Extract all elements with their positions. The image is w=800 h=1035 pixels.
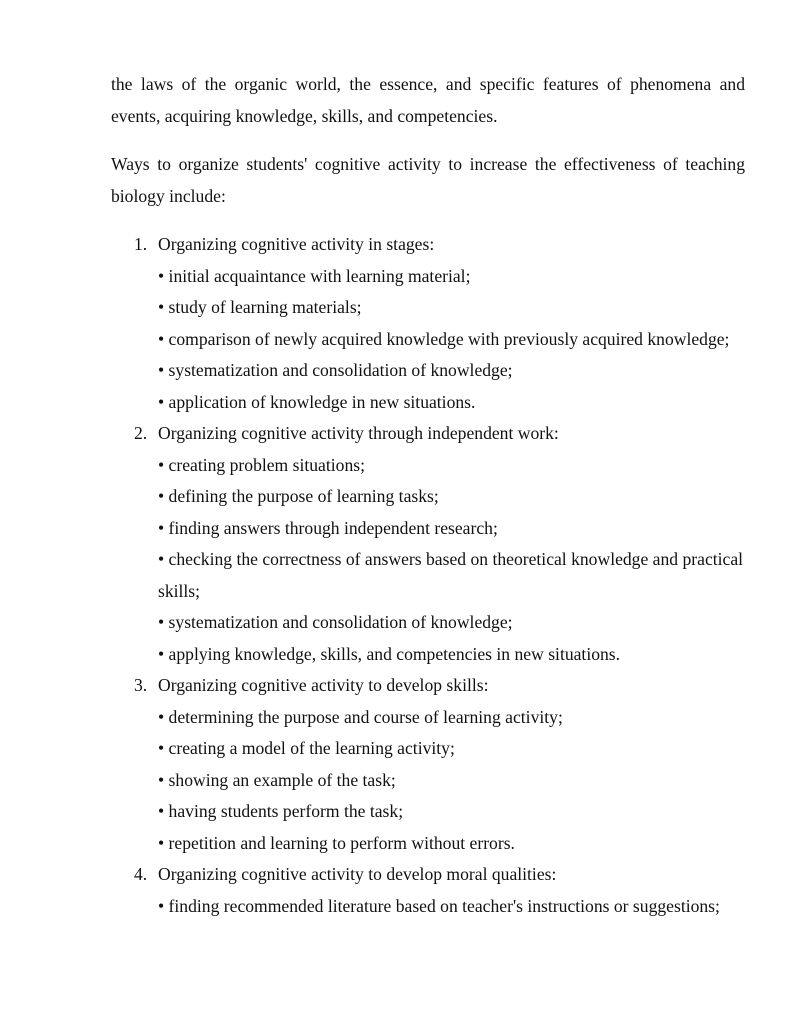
list-item xyxy=(111,670,745,859)
paragraph-continuation: the laws of the organic world, the essence, and specific features of phenomena and events, acquiring knowledge, skills, and competencies. xyxy=(111,74,745,126)
bullet-item: • systematization and consolidation of knowledge; xyxy=(158,360,513,380)
list-item-title: Organizing cognitive activity in stages: xyxy=(158,234,435,254)
bullet-item: • creating problem situations; xyxy=(158,454,365,475)
bullet-item: • applying knowledge, skills, and competencies in new situations. xyxy=(158,643,621,664)
bullet-item: • application of knowledge in new situations. xyxy=(158,391,476,412)
bullet-item: • systematization and consolidation of knowledge; xyxy=(158,612,513,632)
list-item-title: Organizing cognitive activity to develop skills: xyxy=(158,675,489,695)
bullet-item: • finding recommended literature based on teacher's instructions or suggestions; xyxy=(158,895,720,916)
bullet-item: • having students perform the task; xyxy=(158,801,404,821)
list-number: 3. xyxy=(134,675,148,695)
bullet-item: • initial acquaintance with learning material; xyxy=(158,265,471,286)
numbered-list xyxy=(111,229,745,922)
document-page xyxy=(111,69,745,922)
bullet-item: • defining the purpose of learning tasks; xyxy=(158,486,439,506)
list-number: 1. xyxy=(134,234,148,254)
paragraph-intro: Ways to organize students' cognitive activity to increase the effectiveness of teaching biology include: xyxy=(111,154,745,206)
list-number: 4. xyxy=(134,864,148,884)
list-item-title: Organizing cognitive activity through independent work: xyxy=(158,423,559,443)
bullet-item: • repetition and learning to perform without errors. xyxy=(158,832,515,853)
bullet-item: • study of learning materials; xyxy=(158,297,362,317)
list-item xyxy=(111,229,745,418)
bullet-item: • creating a model of the learning activity; xyxy=(158,738,455,758)
list-number: 2. xyxy=(134,423,148,443)
bullet-item: • finding answers through independent research; xyxy=(158,517,498,538)
bullet-item: • comparison of newly acquired knowledge with previously acquired knowledge; xyxy=(158,328,730,349)
list-item xyxy=(111,418,745,670)
list-item xyxy=(111,859,745,922)
bullet-item: • checking the correctness of answers based on theoretical knowledge and practical skills; xyxy=(158,549,744,601)
bullet-item: • showing an example of the task; xyxy=(158,769,396,790)
list-item-title: Organizing cognitive activity to develop moral qualities: xyxy=(158,864,557,884)
bullet-item: • determining the purpose and course of learning activity; xyxy=(158,706,563,727)
